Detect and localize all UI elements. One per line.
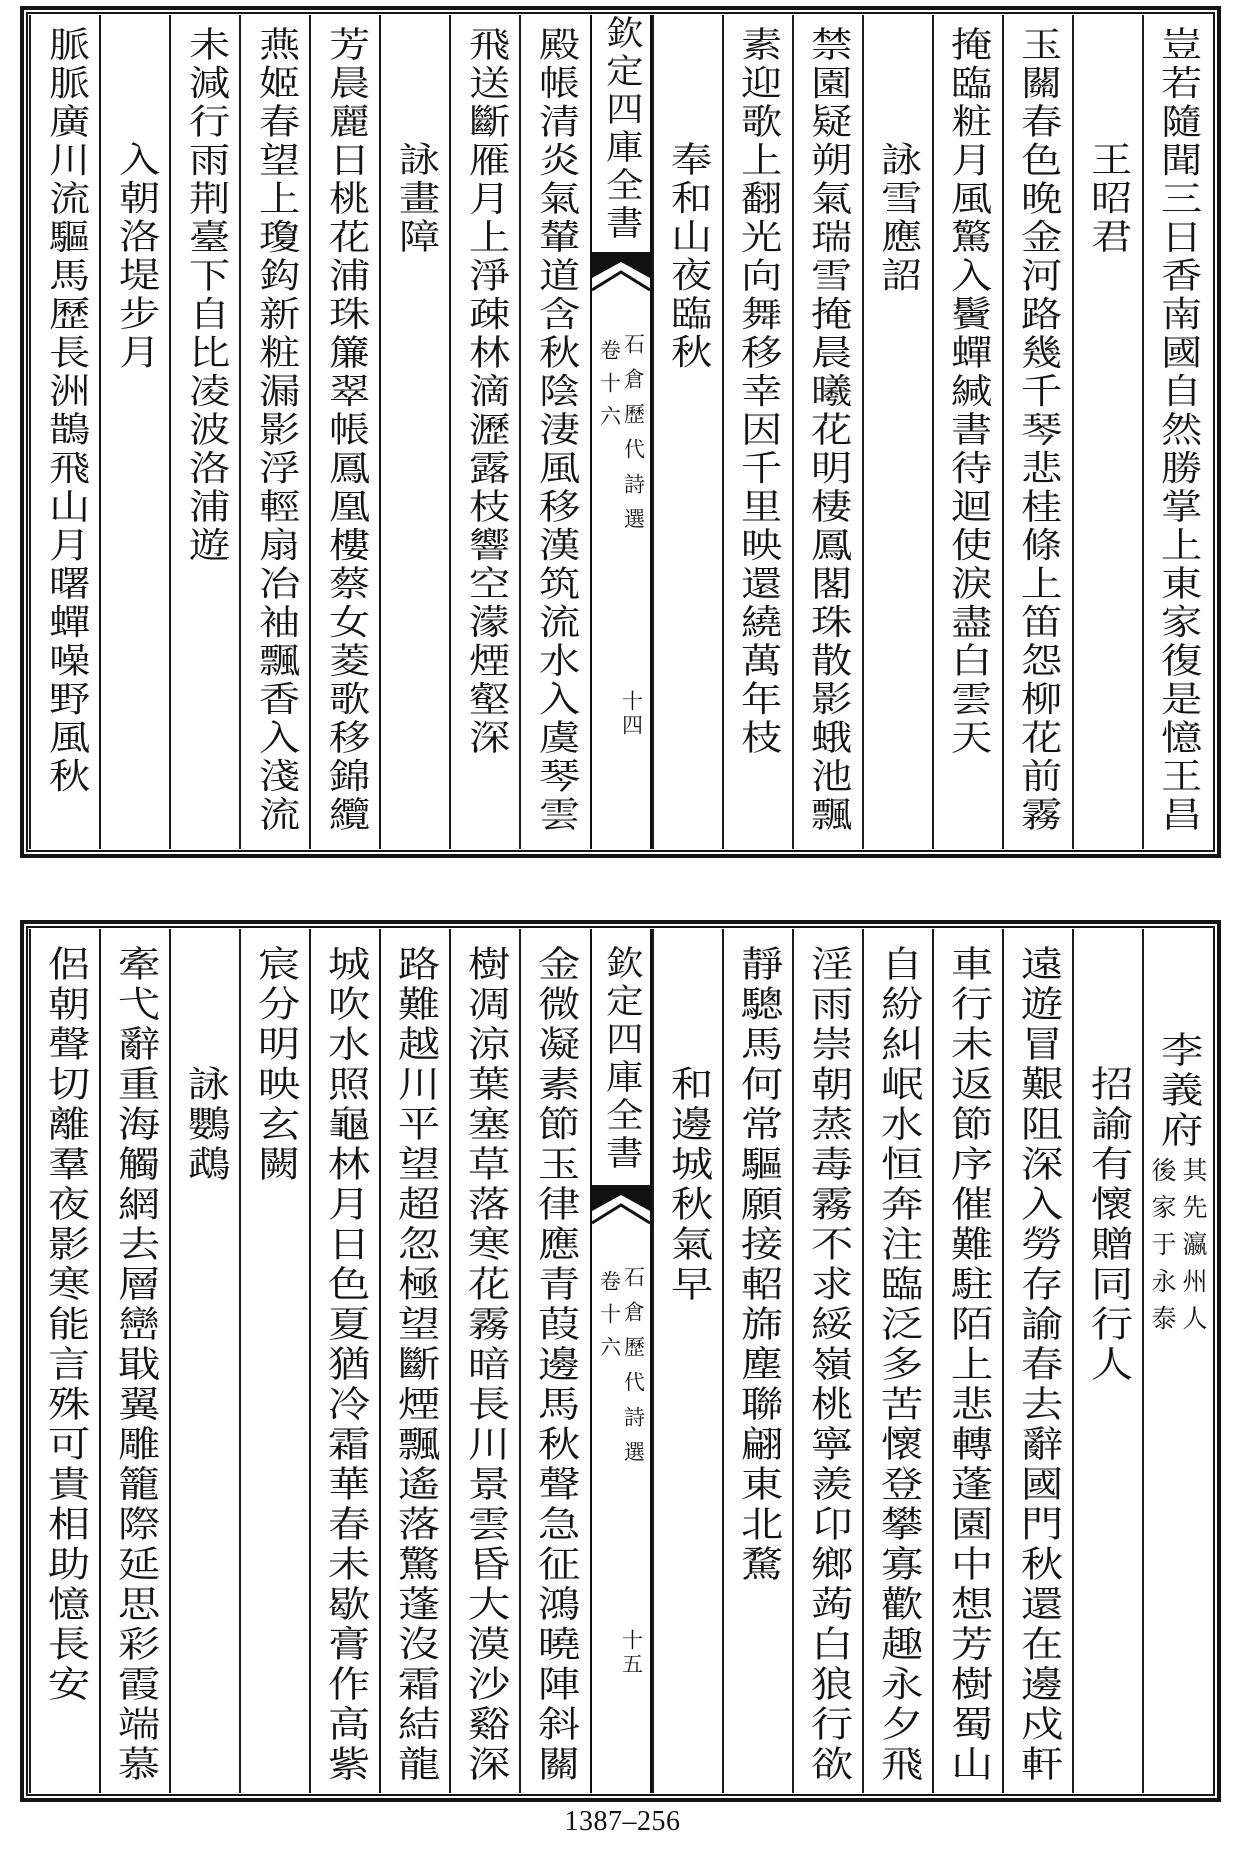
fold-page-number: 十四 [619, 690, 644, 738]
column-text: 靜驄馬何常驅願接軺旆塵聯翩東北騖 [733, 945, 783, 1585]
poem-title: 入朝洛堤步月 [112, 141, 160, 372]
author-column [1142, 929, 1212, 1793]
fold-book-title: 欽定四庫全書 [598, 945, 643, 1173]
poem-title: 和邊城秋氣早 [663, 1065, 713, 1305]
column-text: 城吹水照龜林月日色夏猶冷霜華春未歇膏作高紫 [321, 945, 371, 1785]
column-text: 玉關春色晚金河路幾千琴悲桂條上笛怨柳花前霧 [1014, 26, 1063, 835]
column-text: 飛送斷雁月上淨疎林滴瀝露枝響空濛煙壑深 [462, 26, 510, 758]
text-column [449, 15, 519, 849]
column-text: 禁園疑朔氣瑞雪掩晨曦花明棲鳳閣珠散影蛾池飄 [804, 26, 852, 835]
fold-center-column [590, 929, 652, 1793]
text-column [29, 929, 99, 1793]
text-column [379, 929, 449, 1793]
column-text: 自紛糾岷水恒奔注臨泛多苦懷登攀寡歡趣永夕飛 [874, 945, 923, 1785]
column-text: 路難越川平望超忽極望斷煙飄遙落驚蓬沒霜結龍 [391, 945, 441, 1785]
column-text: 淫雨崇朝蒸毒霧不求綏嶺桃寧羨卬鄉蒟白狼行欲 [804, 945, 853, 1785]
column-text: 燕姬春望上瓊鈎新粧漏影浮輕扇冶袖飄香入淺流 [252, 26, 300, 835]
lower-right-half [652, 929, 1213, 1793]
text-column [722, 929, 792, 1793]
upper-right-half [652, 15, 1213, 849]
fold-book-title: 欽定四庫全書 [598, 15, 643, 243]
text-column [792, 929, 862, 1793]
upper-left-half [29, 15, 590, 849]
text-column [309, 929, 379, 1793]
text-column [449, 929, 519, 1793]
text-column [1002, 15, 1072, 849]
poem-title: 招諭有懷贈同行人 [1084, 1065, 1133, 1385]
column-text: 宸分明映玄闕 [251, 945, 300, 1185]
title-column [652, 15, 722, 849]
lower-leaf [20, 920, 1221, 1802]
text-column [99, 929, 169, 1793]
title-column [379, 15, 449, 849]
upper-leaf [20, 6, 1221, 858]
column-text: 素迎歌上翻光向舞移幸因千里映還繞萬年枝 [734, 26, 782, 758]
fold-collection-title: 石倉歷代詩選 [621, 333, 646, 543]
column-text: 芳晨麗日桃花浦珠簾翠帳鳳凰樓蔡女菱歌移錦纜 [322, 26, 370, 835]
text-column [862, 929, 932, 1793]
title-column [1072, 929, 1142, 1793]
title-column [1072, 15, 1142, 849]
column-text: 樹凋涼葉塞草落寒花霧暗長川景雲昏大漠沙谿深 [461, 945, 511, 1785]
text-column [792, 15, 862, 849]
column-text: 遠遊冒艱阻深入勞存諭春去辭國門秋還在邊戍軒 [1014, 945, 1063, 1785]
text-column [1142, 15, 1212, 849]
text-column [239, 15, 309, 849]
poem-title: 詠鸚鵡 [181, 1065, 230, 1185]
column-text: 掩臨粧月風驚入鬢蟬緘書待迴使淚盡白雲天 [944, 26, 992, 758]
text-column [169, 15, 239, 849]
author-name: 李義府 [1154, 1031, 1203, 1151]
text-column [29, 15, 99, 849]
column-text: 未減行雨荆臺下自比凌波洛浦遊 [182, 26, 230, 565]
poem-title: 詠畫障 [392, 141, 440, 257]
column-text: 豈若隨聞三日香南國自然勝掌上東家復是憶王昌 [1154, 26, 1203, 835]
fold-volume-label: 卷十六 [597, 339, 622, 438]
column-text: 牽弋辭重海觸網去層巒戢翼雕籠際延思彩霞端慕 [111, 945, 160, 1785]
text-column [722, 15, 792, 849]
fold-page-number: 十五 [619, 1629, 644, 1677]
author-note-line: 其先瀛州人 [1178, 1157, 1208, 1342]
text-column [932, 929, 1002, 1793]
fish-tail-mark [592, 1185, 650, 1225]
fold-collection-title: 石倉歷代詩選 [621, 1266, 646, 1476]
column-text: 金微凝素節玉律應青葭邊馬秋聲急征鴻曉陣斜關 [531, 945, 581, 1785]
title-column [652, 929, 722, 1793]
text-column [1002, 929, 1072, 1793]
fold-center-column [590, 15, 652, 849]
fish-tail-mark [592, 252, 650, 292]
title-column [99, 15, 169, 849]
author-note-line: 後家于永泰 [1147, 1157, 1177, 1342]
poem-title: 王昭君 [1084, 141, 1133, 257]
column-text: 車行未返節序催難駐陌上悲轉蓬園中想芳樹蜀山 [944, 945, 993, 1785]
text-column [239, 929, 309, 1793]
fold-volume-label: 卷十六 [597, 1270, 622, 1369]
title-column [862, 15, 932, 849]
text-column [309, 15, 379, 849]
text-column [932, 15, 1002, 849]
lower-left-half [29, 929, 590, 1793]
poem-title: 詠雪應詔 [874, 141, 922, 295]
poem-title: 奉和山夜臨秋 [664, 141, 712, 372]
column-text: 殿帳清炎氣輦道含秋陰淒風移漢筑流水入虞琴雲 [532, 26, 580, 835]
column-text: 脈脈廣川流驅馬歷長洲鵲飛山月曙蟬噪野風秋 [42, 26, 90, 796]
title-column [169, 929, 239, 1793]
text-column [519, 15, 589, 849]
author-note [1147, 1157, 1208, 1342]
column-text: 侶朝聲切離羣夜影寒能言殊可貴相助憶長安 [41, 945, 90, 1705]
page-code: 1387–256 [564, 1806, 681, 1837]
text-column [519, 929, 589, 1793]
